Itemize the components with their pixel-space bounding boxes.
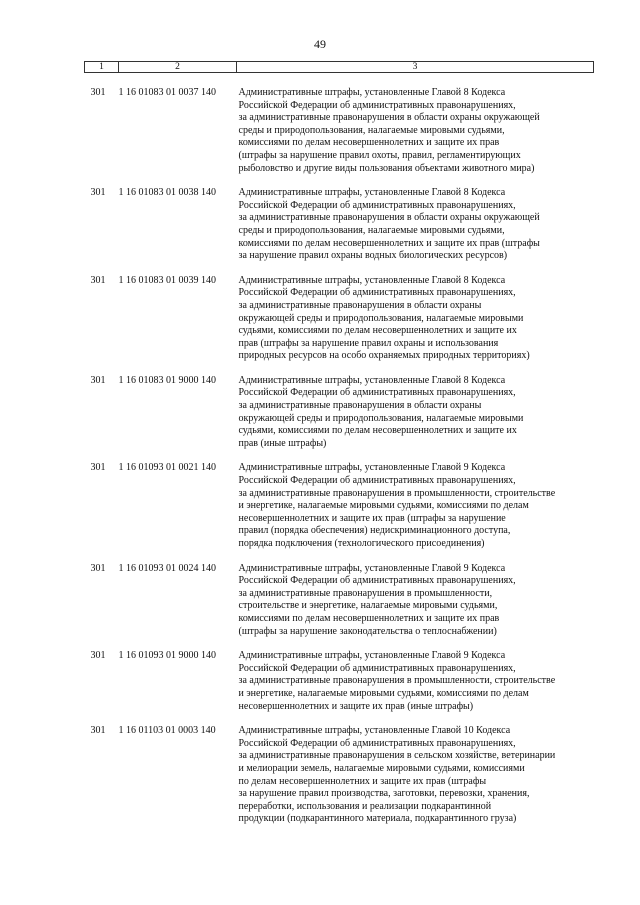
description-line: комиссиями по делам несовершеннолетних и защите их прав (238, 137, 500, 149)
admin-code-cell: 301 (90, 650, 106, 662)
description-line: за административные правонарушения в области охраны окружающей (238, 112, 540, 124)
description-line: по делам несовершеннолетних и защите их прав (штрафы (238, 775, 487, 787)
description-line: Административные штрафы, установленные Главой 8 Кодекса (238, 87, 506, 98)
description-line: за административные правонарушения в области охраны окружающей (238, 212, 540, 224)
kbk-code-cell: 1 16 01083 01 0039 140 (118, 274, 216, 286)
description-line: за административные правонарушения в области охраны (238, 400, 482, 412)
description-cell (237, 462, 594, 562)
description-line: Административные штрафы, установленные Главой 10 Кодекса (238, 725, 511, 737)
table-row (85, 187, 594, 275)
description-line: и энергетике, налагаемые мировыми судьями, комиссиями по делам (238, 687, 529, 699)
description-cell (237, 73, 594, 188)
description-line: окружающей среды и природопользования, налагаемые мировыми (238, 412, 524, 424)
description-line: Российской Федерации об административных правонарушениях, (238, 737, 516, 749)
table-row (85, 725, 594, 838)
kbk-code-cell: 1 16 01093 01 9000 140 (118, 650, 216, 662)
column-header: 2 (119, 62, 237, 73)
kbk-code-cell: 1 16 01093 01 0021 140 (118, 462, 216, 474)
description-line: за нарушение правил производства, заготовки, перевозки, хранения, (238, 788, 530, 800)
table-row (85, 375, 594, 463)
description-line: судьями, комиссиями по делам несовершеннолетних и защите их (238, 325, 517, 337)
description-line: комиссиями по делам несовершеннолетних и защите их прав (238, 612, 500, 624)
description-line: порядка подключения (технологического присоединения) (238, 538, 485, 549)
description-line: переработки, использования и реализации подкарантинной (238, 800, 492, 812)
table-row (85, 650, 594, 725)
description-line: рыболовство и другие виды пользования объектами животного мира) (238, 162, 535, 174)
description-line: Административные штрафы, установленные Главой 8 Кодекса (238, 374, 506, 386)
description-cell (237, 275, 594, 375)
table-body (85, 73, 594, 838)
description-line: Российской Федерации об административных правонарушениях, (238, 287, 516, 299)
admin-code-cell: 301 (90, 462, 106, 474)
description-line: Административные штрафы, установленные Главой 8 Кодекса (238, 187, 506, 199)
admin-code-cell: 301 (90, 87, 106, 98)
description-line: за административные правонарушения в промышленности, строительстве (238, 675, 556, 687)
description-line: и мелиорации земель, налагаемые мировыми судьями, комиссиями (238, 762, 525, 774)
description-line: Административные штрафы, установленные Главой 9 Кодекса (238, 650, 506, 662)
table-row (85, 275, 594, 375)
description-line: за административные правонарушения в сельском хозяйстве, ветеринарии (238, 750, 556, 762)
table-row (85, 73, 594, 188)
description-line: за административные правонарушения в промышленности, строительстве (238, 487, 556, 499)
description-line: (штрафы за нарушение законодательства о теплоснабжении) (238, 625, 497, 637)
description-line: прав (штрафы за нарушение правил охраны и использования (238, 337, 499, 349)
kbk-code-cell: 1 16 01103 01 0003 140 (118, 725, 216, 737)
description-line: Российской Федерации об административных правонарушениях, (238, 662, 516, 674)
description-line: за нарушение правил охраны водных биологических ресурсов) (238, 250, 508, 262)
description-line: Административные штрафы, установленные Главой 9 Кодекса (238, 462, 506, 474)
description-line: комиссиями по делам несовершеннолетних и защите их прав (штрафы (238, 237, 540, 249)
table-row (85, 563, 594, 651)
kbk-code-cell: 1 16 01083 01 9000 140 (118, 374, 216, 386)
description-line: за административные правонарушения в промышленности, (238, 587, 493, 599)
column-header: 3 (237, 62, 594, 73)
description-line: Административные штрафы, установленные Главой 8 Кодекса (238, 274, 506, 286)
description-line: несовершеннолетних и защите их прав (иные штрафы) (238, 700, 474, 712)
description-line: несовершеннолетних и защите их прав (штрафы за нарушение (238, 512, 506, 524)
description-cell (237, 375, 594, 463)
admin-code-cell: 301 (90, 274, 106, 286)
description-cell (237, 725, 594, 838)
description-cell (237, 563, 594, 651)
page-number: 49 (314, 37, 326, 51)
description-line: и энергетике, налагаемые мировыми судьями, комиссиями по делам (238, 500, 529, 512)
description-line: продукции (подкарантинного материала, подкарантинного груза) (238, 813, 517, 825)
revenue-codes-table (84, 61, 594, 838)
admin-code-cell: 301 (90, 187, 106, 199)
description-line: (штрафы за нарушение правил охоты, правил, регламентирующих (238, 149, 521, 161)
description-line: судьями, комиссиями по делам несовершеннолетних и защите их (238, 425, 517, 437)
description-line: Российской Федерации об административных правонарушениях, (238, 199, 516, 211)
description-line: Российской Федерации об административных правонарушениях, (238, 475, 516, 487)
description-line: окружающей среды и природопользования, налагаемые мировыми (238, 312, 524, 324)
description-line: за административные правонарушения в области охраны (238, 299, 482, 311)
kbk-code-cell: 1 16 01093 01 0024 140 (118, 562, 216, 574)
kbk-code-cell: 1 16 01083 01 0038 140 (118, 187, 216, 199)
description-line: Российской Федерации об административных правонарушениях, (238, 575, 516, 587)
table-row (85, 462, 594, 562)
admin-code-cell: 301 (90, 725, 106, 737)
description-line: Российской Федерации об административных правонарушениях, (238, 387, 516, 399)
description-line: среды и природопользования, налагаемые мировыми судьями, (238, 124, 505, 136)
column-header: 1 (85, 62, 119, 73)
description-line: правил (порядка обеспечения) недискриминационного доступа, (238, 525, 511, 537)
description-line: строительстве и энергетике, налагаемые мировыми судьями, (238, 600, 498, 612)
admin-code-cell: 301 (90, 562, 106, 574)
admin-code-cell: 301 (90, 374, 106, 386)
kbk-code-cell: 1 16 01083 01 0037 140 (118, 87, 216, 98)
description-line: прав (иные штрафы) (238, 437, 327, 449)
table-header-row (85, 62, 594, 73)
description-cell (237, 187, 594, 275)
description-line: природных ресурсов на особо охраняемых природных территориях) (238, 350, 530, 362)
description-line: Административные штрафы, установленные Главой 9 Кодекса (238, 562, 506, 574)
description-line: среды и природопользования, налагаемые мировыми судьями, (238, 224, 505, 236)
description-line: Российской Федерации об административных правонарушениях, (238, 99, 516, 111)
description-cell (237, 650, 594, 725)
